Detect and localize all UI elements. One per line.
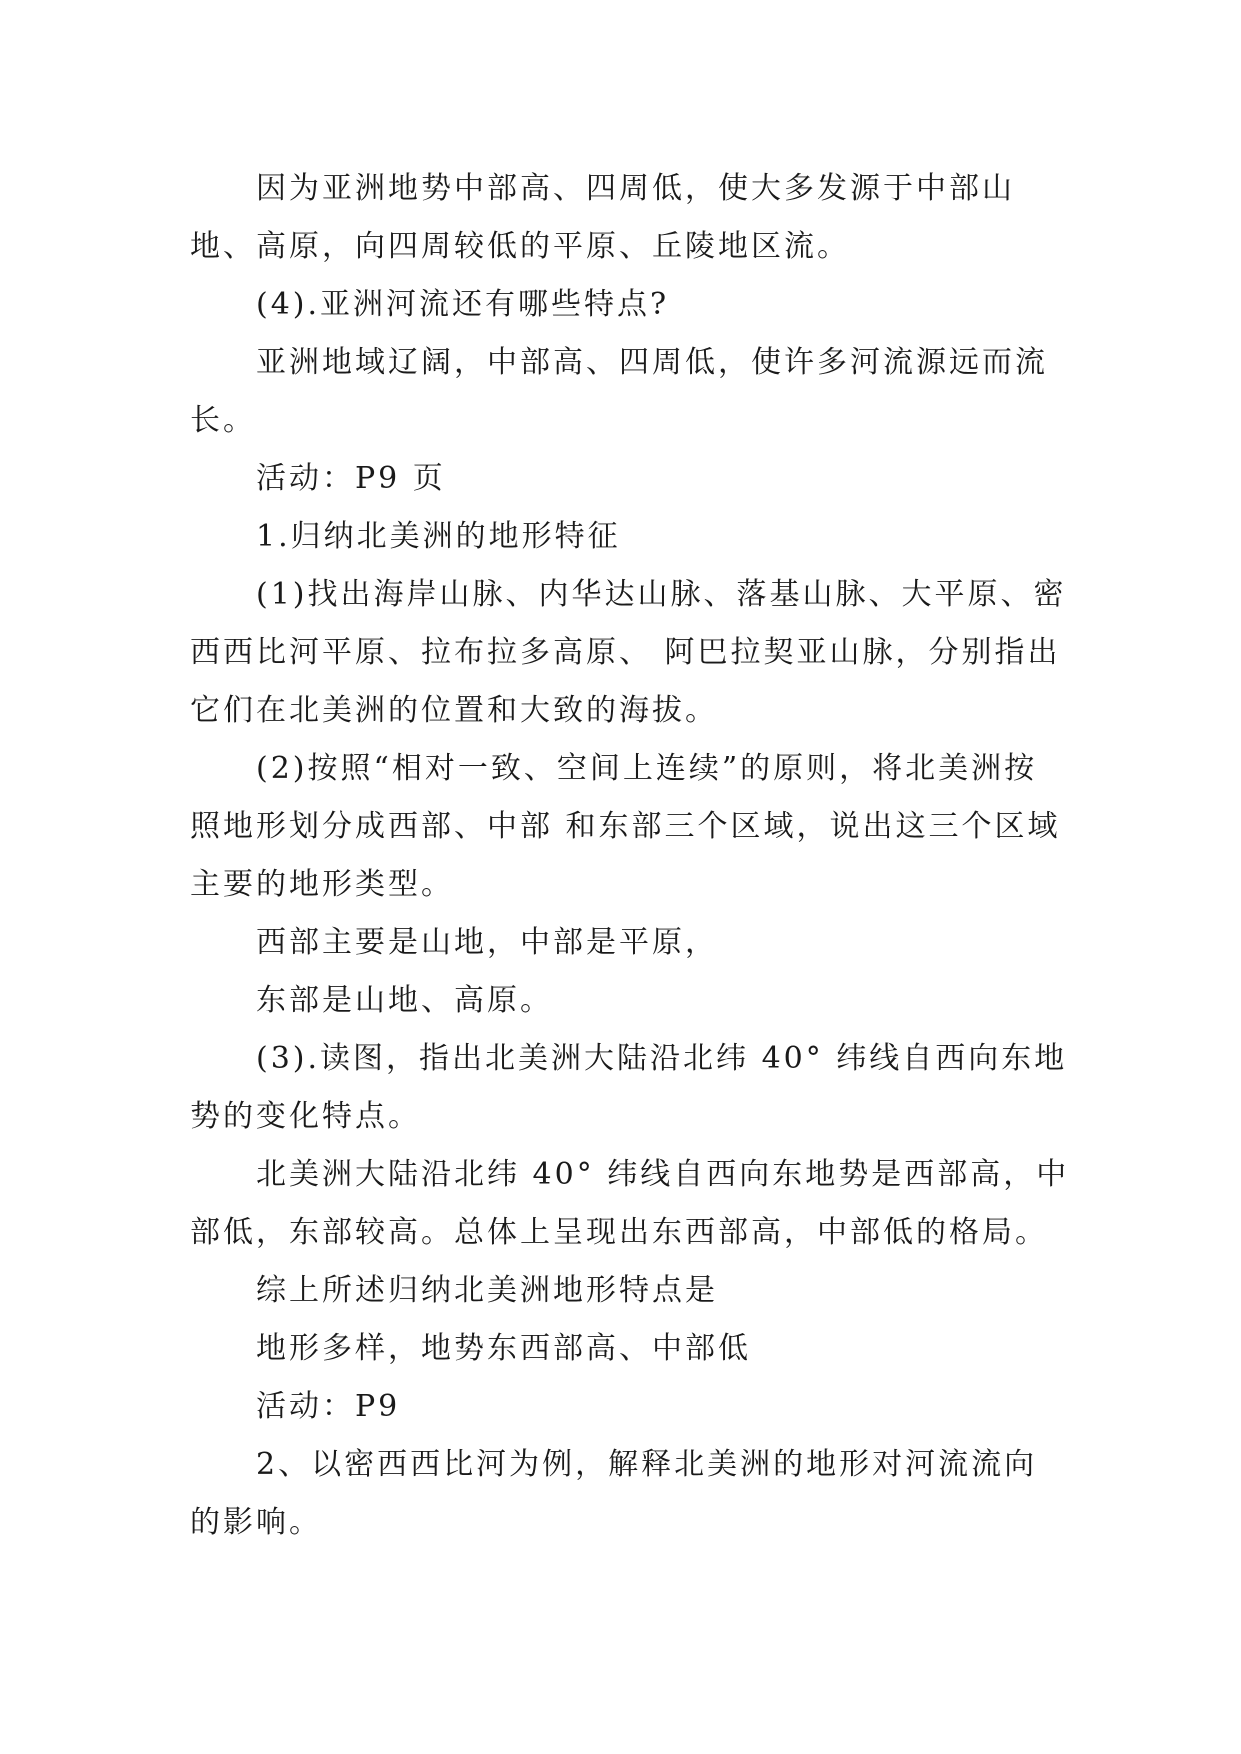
paragraph-1: 因为亚洲地势中部高、四周低，使大多发源于中部山地、高原，向四周较低的平原、丘陵地区流。 xyxy=(190,171,1015,264)
paragraph-7: (2)按照“相对一致、空间上连续”的原则，将北美洲按照地形划分成西部、中部 和东部三个区域，说出这三个区域主要的地形类型。 xyxy=(190,751,1061,902)
paragraph-5: 1.归纳北美洲的地形特征 xyxy=(256,519,621,554)
paragraph-15: 2、以密西西比河为例，解释北美洲的地形对河流流向的影响。 xyxy=(190,1447,1038,1540)
paragraph-13: 地形多样，地势东西部高、中部低 xyxy=(256,1331,751,1366)
document-body xyxy=(190,160,1070,1552)
paragraph-14: 活动：P9 xyxy=(256,1389,401,1424)
paragraph-4: 活动：P9 页 xyxy=(256,461,446,496)
paragraph-8: 西部主要是山地，中部是平原， xyxy=(256,925,718,960)
paragraph-2: (4).亚洲河流还有哪些特点? xyxy=(256,287,670,322)
paragraph-12: 综上所述归纳北美洲地形特点是 xyxy=(256,1273,718,1308)
paragraph-3: 亚洲地域辽阔，中部高、四周低，使许多河流源远而流长。 xyxy=(190,345,1048,438)
paragraph-11: 北美洲大陆沿北纬 40° 纬线自西向东地势是西部高，中部低，东部较高。总体上呈现出东西部高，中部低的格局。 xyxy=(190,1157,1070,1250)
paragraph-9: 东部是山地、高原。 xyxy=(256,983,553,1018)
paragraph-6: (1)找出海岸山脉、内华达山脉、落基山脉、大平原、密西西比河平原、拉布拉多高原、 阿巴拉契亚山脉，分别指出它们在北美洲的位置和大致的海拔。 xyxy=(190,577,1067,728)
paragraph-10: (3).读图，指出北美洲大陆沿北纬 40° 纬线自西向东地势的变化特点。 xyxy=(190,1041,1068,1134)
